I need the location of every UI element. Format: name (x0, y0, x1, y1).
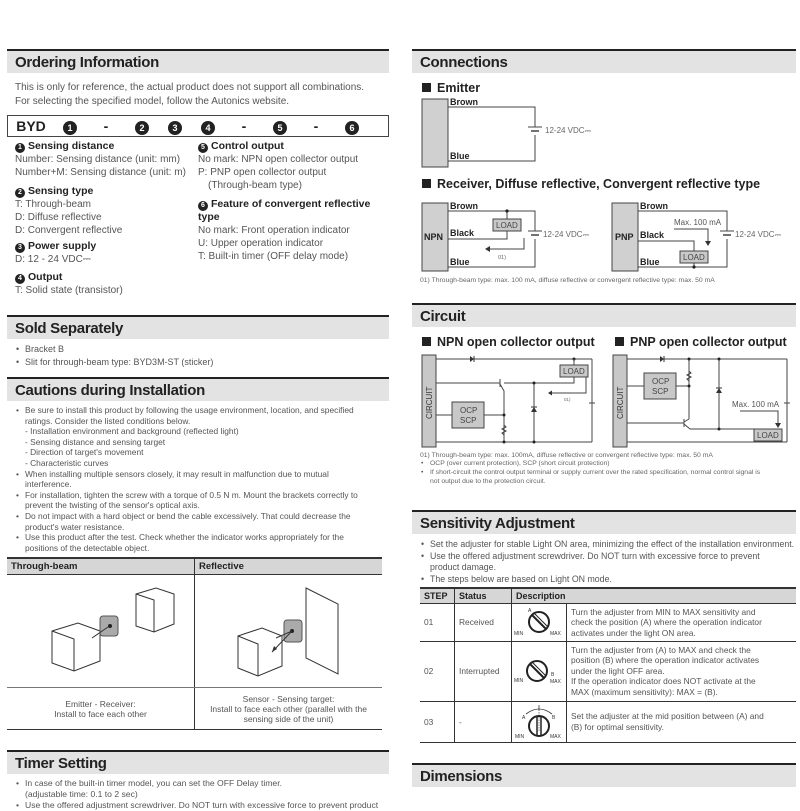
through-beam-illustration (7, 575, 195, 688)
right-column (412, 49, 796, 787)
step-number: 01 (420, 604, 455, 642)
item-title: Control output (211, 140, 284, 152)
code-dash: - (103, 118, 109, 134)
item-line: No mark: NPN open collector output (198, 154, 359, 165)
sensor-body (422, 99, 448, 167)
number-badge: 4 (15, 274, 25, 284)
installation-table (7, 557, 382, 730)
item-title: Feature of convergent reflective type (198, 198, 371, 223)
list-item-continuation: positions of the detectable object. (25, 542, 150, 553)
receiver-heading (422, 177, 796, 191)
dial-label-min: MIN (514, 631, 524, 637)
pnp-load-label: LOAD (683, 253, 705, 262)
through-beam-sensors-icon (8, 576, 193, 684)
list-item-continuation: - Sensing distance and sensing target (25, 436, 166, 447)
square-bullet-icon (422, 83, 431, 92)
circuit-footnote: 01) Through-beam type: max. 100mA, diffuse reflective or convergent reflective type: max. 50 mA (420, 452, 713, 459)
section-title-sold-separately: Sold Separately (7, 315, 389, 339)
circuit-notes (420, 459, 796, 486)
section-title-sensitivity: Sensitivity Adjustment (412, 510, 796, 534)
desc-line: Turn the adjuster from MIN to MAX sensitivity and (571, 606, 756, 617)
reflective-illustration (195, 575, 383, 688)
left-column (7, 49, 389, 811)
desc-line: Set the adjuster at the mid position between (A) and (571, 711, 764, 722)
wire-label-brown: Brown (450, 97, 478, 107)
step-description (567, 641, 797, 701)
ordering-intro (15, 81, 389, 109)
ocp-label: OCP (652, 377, 670, 386)
code-dash: - (241, 118, 247, 134)
pnp-circuit-max-current: Max. 100 mA (732, 400, 780, 409)
list-item: • Do not impact with a hard object or bend the cable excessively. That could decrease the (15, 511, 389, 522)
adjuster-dial-a-to-max-icon (512, 653, 566, 687)
wire-label-black: Black (450, 228, 475, 238)
through-beam-caption (7, 688, 195, 730)
item-line: D: 12 - 24 VDC⎓ (15, 254, 91, 265)
list-item-continuation: - Direction of target's movement (25, 447, 144, 458)
caption-line: Emitter - Receiver: (65, 698, 136, 709)
circuit-block-label: CIRCUIT (425, 386, 434, 419)
desc-line: activates under the light ON area. (571, 627, 696, 638)
item-line: T: Solid state (transistor) (15, 285, 123, 296)
step-number: 02 (420, 641, 455, 701)
item-title: Output (28, 271, 63, 283)
sensitivity-steps-table (420, 587, 796, 743)
heading-text: PNP open collector output (630, 335, 787, 349)
list-item: • Slit for through-beam type: BYD3M-ST (sticker) (15, 356, 389, 369)
ordering-item-power-supply (15, 240, 96, 266)
list-item: • Be sure to install this product by following the usage environment, location, and specified (15, 405, 389, 416)
ordering-section (7, 49, 389, 298)
timer-list (15, 778, 389, 811)
list-item-continuation: not output due to the protection circuit. (430, 478, 546, 485)
dial-cell (512, 641, 567, 701)
emitter-wiring-diagram (412, 97, 792, 169)
list-item: • OCP (over current protection), SCP (short circuit protection) (420, 459, 796, 468)
section-title-connections: Connections (412, 49, 796, 73)
item-line: D: Convergent reflective (15, 225, 123, 236)
list-item: • Bracket B (15, 343, 389, 356)
dial-label-b: B (551, 671, 555, 678)
step-description (567, 604, 797, 642)
adjuster-dial-mid-position-icon (512, 702, 566, 740)
desc-line: If the operation indicator does NOT activate at the (571, 676, 756, 687)
table-row (420, 701, 796, 743)
item-title: Power supply (28, 240, 97, 252)
intro-line: For selecting the specified model, follow the Autonics website. (15, 96, 290, 107)
list-item: • For installation, tighten the screw with a torque of 0.5 N m. Mount the brackets correctly to (15, 490, 389, 501)
square-bullet-icon (615, 337, 624, 346)
ordering-item-sensing-distance (15, 140, 186, 179)
sold-separately-section (7, 315, 389, 369)
dimensions-section (412, 763, 796, 787)
item-line: Number: Sensing distance (unit: mm) (15, 154, 181, 165)
list-item-continuation: prevent the twisting of the sensor's optical axis. (25, 500, 200, 511)
ordering-item-output (15, 271, 123, 297)
scp-label: SCP (652, 387, 669, 396)
number-badge: 2 (15, 188, 25, 198)
ordering-item-sensing-type (15, 185, 122, 237)
desc-line: under the light OFF area. (571, 665, 665, 676)
npn-circuit-note-ref: 01) (564, 397, 571, 402)
circuit-section (412, 303, 796, 486)
npn-wiring (422, 201, 590, 271)
list-item: • Set the adjuster for stable Light ON area, minimizing the effect of the installation environment. (420, 539, 796, 551)
circuit-headings (422, 335, 796, 349)
list-item: • In case of the built-in timer model, you can set the OFF Delay timer. (15, 778, 389, 789)
ocp-label: OCP (460, 406, 478, 415)
adjuster-dial-min-to-max-icon (512, 604, 566, 638)
dial-label-a: A (528, 608, 532, 614)
receiver-wiring-diagram (412, 193, 796, 275)
item-line: No mark: Front operation indicator (198, 225, 350, 236)
item-line: (Through-beam type) (208, 180, 302, 191)
supply-label: 12-24 VDC⎓ (545, 126, 591, 135)
ordering-item-control-output (198, 140, 358, 192)
npn-supply-label: 12-24 VDC⎓ (543, 230, 589, 239)
dial-label-b: B (552, 714, 556, 721)
caption-line: Install to face each other (parallel with the (210, 703, 367, 714)
ordering-item-convergent-feature (198, 198, 389, 263)
code-slot-6: 6 (345, 121, 359, 135)
code-slot-1: 1 (63, 121, 77, 135)
table-row (420, 604, 796, 642)
table-header: Description (512, 588, 797, 604)
number-badge: 6 (198, 201, 208, 211)
list-item: • The steps below are based on Light ON mode. (420, 574, 796, 586)
reflective-sensor-icon (196, 576, 381, 684)
code-slot-2: 2 (135, 121, 149, 135)
item-line: D: Diffuse reflective (15, 212, 102, 223)
cautions-list (15, 405, 389, 553)
pnp-wiring (612, 201, 782, 271)
pnp-circuit-heading (615, 335, 787, 349)
wire-label-brown: Brown (450, 201, 478, 211)
number-badge: 3 (15, 243, 25, 253)
npn-note-ref: 01) (498, 255, 506, 261)
npn-load-label: LOAD (496, 221, 518, 230)
connections-section (412, 49, 796, 284)
step-description (567, 701, 797, 743)
desc-line: MAX (maximum sensitivity): MAX = (B). (571, 686, 718, 697)
item-title: Sensing distance (28, 140, 115, 152)
npn-circuit-diagram (422, 355, 595, 447)
dial-label-a: A (522, 714, 526, 721)
step-status: - (455, 701, 512, 743)
connections-footnote: 01) Through-beam type: max. 100 mA, diffuse reflective or convergent reflective type: max. 50 mA (420, 277, 715, 284)
dial-label-max: MAX (550, 733, 561, 740)
desc-line: position (B) where the operation indicator activates (571, 655, 760, 666)
section-title-circuit: Circuit (412, 303, 796, 327)
pnp-supply-label: 12-24 VDC⎓ (735, 230, 781, 239)
desc-line: Turn the adjuster from (A) to MAX and check the (571, 644, 751, 655)
section-title-cautions: Cautions during Installation (7, 377, 389, 401)
npn-label: NPN (424, 232, 444, 242)
number-badge: 1 (15, 143, 25, 153)
caption-line: Sensor - Sensing target: (242, 693, 335, 704)
wire-label-blue: Blue (450, 151, 470, 161)
desc-line: check the position (A) where the operation indicator (571, 617, 762, 627)
item-title: Sensing type (28, 185, 94, 197)
dial-cell (512, 701, 567, 743)
heading-text: Receiver, Diffuse reflective, Convergent reflective type (437, 177, 761, 191)
list-item: • When installing multiple sensors closely, it may result in malfunction due to mutual (15, 469, 389, 480)
section-title-ordering: Ordering Information (7, 49, 389, 73)
cautions-section (7, 377, 389, 730)
ordering-items (7, 140, 389, 298)
code-slot-4: 4 (201, 121, 215, 135)
wire-label-blue: Blue (640, 257, 660, 267)
item-line: T: Through-beam (15, 199, 91, 210)
wire-label-brown: Brown (640, 201, 668, 211)
code-dash: - (313, 118, 319, 134)
table-header: Reflective (195, 558, 383, 575)
square-bullet-icon (422, 337, 431, 346)
list-item-continuation: interference. (25, 479, 72, 490)
caption-line: sensing side of the unit) (243, 713, 334, 724)
emitter-heading (422, 81, 796, 95)
pnp-max-current: Max. 100 mA (674, 218, 722, 227)
sold-separately-list (15, 343, 389, 369)
list-item-continuation: (adjustable time: 0.1 to 2 sec) (25, 789, 138, 800)
desc-line: (B) for optimal sensitivity. (571, 721, 664, 732)
step-status: Interrupted (455, 641, 512, 701)
item-line: T: Built-in timer (OFF delay mode) (198, 251, 349, 262)
heading-text: NPN open collector output (437, 335, 595, 349)
section-title-timer: Timer Setting (7, 750, 389, 774)
list-item: • If short-circuit the control output terminal or supply current over the rated specification, normal control signal is (420, 468, 796, 477)
list-item-continuation: ratings. Consider the listed conditions below. (25, 415, 191, 426)
table-header: STEP (420, 588, 455, 604)
timer-section (7, 750, 389, 811)
list-item-continuation: product damage. (430, 562, 497, 572)
caption-line: Install to face each other (54, 708, 147, 719)
dial-label-min: MIN (515, 733, 525, 740)
list-item: • Use the offered adjustment screwdriver. Do NOT turn with excessive force to prevent (420, 551, 796, 563)
code-slot-5: 5 (273, 121, 287, 135)
item-line: Number+M: Sensing distance (unit: m) (15, 167, 186, 178)
circuit-block-label: CIRCUIT (616, 386, 625, 419)
square-bullet-icon (422, 179, 431, 188)
section-title-dimensions: Dimensions (412, 763, 796, 787)
npn-circuit-heading (422, 335, 615, 349)
list-item-continuation: - Characteristic curves (25, 457, 109, 468)
dial-cell (512, 604, 567, 642)
item-line: U: Upper operation indicator (198, 238, 324, 249)
model-code-box (7, 115, 389, 137)
list-item: • Use this product after the test. Check whether the indicator works appropriately for the (15, 532, 389, 543)
scp-label: SCP (460, 416, 477, 425)
table-row (420, 641, 796, 701)
model-prefix: BYD (16, 118, 46, 134)
list-item-continuation: product's water resistance. (25, 521, 125, 532)
step-status: Received (455, 604, 512, 642)
table-header: Through-beam (7, 558, 195, 575)
sensitivity-section (412, 510, 796, 743)
item-line: P: PNP open collector output (198, 167, 327, 178)
step-number: 03 (420, 701, 455, 743)
reflective-caption (195, 688, 383, 730)
sensitivity-list (420, 539, 796, 585)
wire-label-black: Black (640, 230, 665, 240)
pnp-circuit-diagram (613, 355, 790, 447)
list-item-continuation: - Installation environment and background (reflected light) (25, 426, 239, 437)
list-item: • Use the offered adjustment screwdriver. Do NOT turn with excessive force to prevent product (15, 800, 389, 811)
pnp-label: PNP (615, 232, 634, 242)
intro-line: This is only for reference, the actual product does not support all combinations. (15, 82, 365, 93)
wire-label-blue: Blue (450, 257, 470, 267)
number-badge: 5 (198, 143, 208, 153)
dial-label-min: MIN (514, 677, 524, 684)
dial-label-max: MAX (550, 631, 561, 637)
heading-text: Emitter (437, 81, 481, 95)
table-header: Status (455, 588, 512, 604)
code-slot-3: 3 (168, 121, 182, 135)
pnp-circuit-load: LOAD (757, 431, 779, 440)
npn-circuit-load: LOAD (563, 367, 585, 376)
circuit-diagrams (412, 353, 796, 449)
dial-label-max: MAX (550, 678, 561, 685)
